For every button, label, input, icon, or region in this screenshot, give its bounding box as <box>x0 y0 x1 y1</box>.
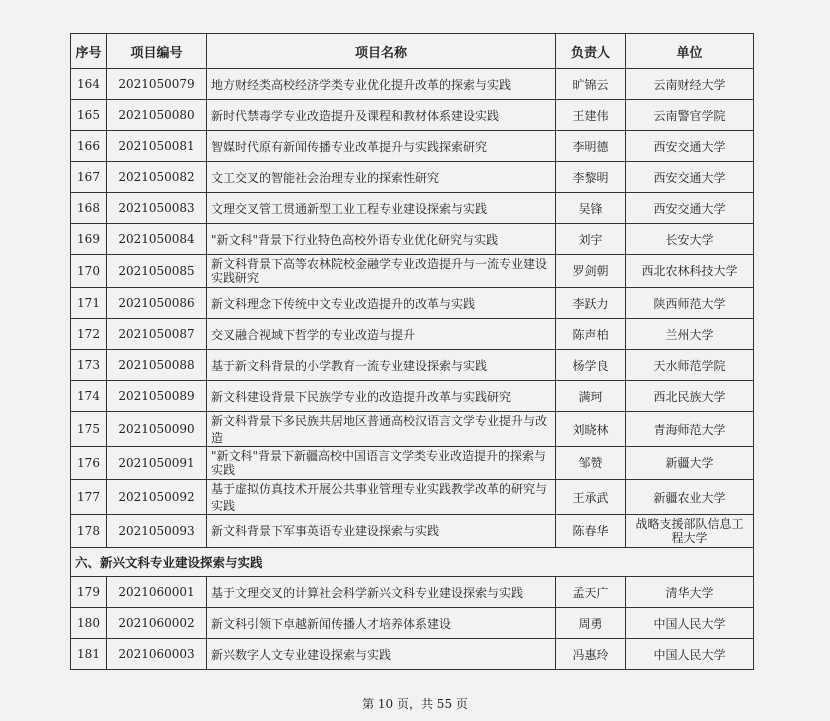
cell-project-name: 地方财经类高校经济学类专业优化提升改革的探索与实践 <box>207 69 556 100</box>
cell-project-code: 2021060002 <box>107 608 207 639</box>
cell-leader: 陈声柏 <box>556 319 626 350</box>
page-footer: 第 10 页，共 55 页 <box>362 697 468 711</box>
cell-unit: 云南警官学院 <box>626 100 754 131</box>
cell-index: 177 <box>71 480 107 515</box>
cell-project-name: 基于新文科背景的小学教育一流专业建设探索与实践 <box>207 350 556 381</box>
section-row <box>71 548 754 577</box>
cell-leader: 吴锋 <box>556 193 626 224</box>
section-title: 六、新兴文科专业建设探索与实践 <box>71 548 754 577</box>
cell-leader: 刘晓林 <box>556 412 626 447</box>
table-header-row <box>71 34 754 69</box>
header-project-name: 项目名称 <box>207 34 556 69</box>
cell-unit: 天水师范学院 <box>626 350 754 381</box>
cell-project-code: 2021050082 <box>107 162 207 193</box>
project-table <box>70 33 754 670</box>
cell-index: 181 <box>71 639 107 670</box>
table-row <box>71 515 754 548</box>
cell-project-code: 2021050088 <box>107 350 207 381</box>
cell-project-code: 2021050083 <box>107 193 207 224</box>
cell-project-code: 2021050092 <box>107 480 207 515</box>
cell-leader: 满珂 <box>556 381 626 412</box>
cell-index: 175 <box>71 412 107 447</box>
cell-index: 173 <box>71 350 107 381</box>
table-row <box>71 577 754 608</box>
header-project-code: 项目编号 <box>107 34 207 69</box>
table-row <box>71 69 754 100</box>
table-section <box>71 548 754 577</box>
cell-unit: 西北农林科技大学 <box>626 255 754 288</box>
cell-unit: 西安交通大学 <box>626 131 754 162</box>
cell-project-name: 新文科背景下军事英语专业建设探索与实践 <box>207 515 556 548</box>
table-row <box>71 412 754 447</box>
header-leader: 负责人 <box>556 34 626 69</box>
cell-leader: 李明德 <box>556 131 626 162</box>
cell-project-name: 新时代禁毒学专业改造提升及课程和教材体系建设实践 <box>207 100 556 131</box>
cell-project-code: 2021060001 <box>107 577 207 608</box>
cell-project-name: 新文科背景下高等农林院校金融学专业改造提升与一流专业建设实践研究 <box>207 255 556 288</box>
cell-index: 164 <box>71 69 107 100</box>
cell-index: 172 <box>71 319 107 350</box>
cell-index: 179 <box>71 577 107 608</box>
header-index: 序号 <box>71 34 107 69</box>
table-row <box>71 381 754 412</box>
cell-project-name: 新兴数字人文专业建设探索与实践 <box>207 639 556 670</box>
table-row <box>71 447 754 480</box>
cell-project-code: 2021050079 <box>107 69 207 100</box>
cell-unit: 青海师范大学 <box>626 412 754 447</box>
cell-leader: 孟天广 <box>556 577 626 608</box>
cell-unit: 战略支援部队信息工程大学 <box>626 515 754 548</box>
cell-leader: 陈春华 <box>556 515 626 548</box>
table-body-a <box>71 69 754 548</box>
cell-project-code: 2021050087 <box>107 319 207 350</box>
cell-index: 170 <box>71 255 107 288</box>
cell-unit: 清华大学 <box>626 577 754 608</box>
cell-leader: 王承武 <box>556 480 626 515</box>
cell-index: 178 <box>71 515 107 548</box>
cell-project-code: 2021050090 <box>107 412 207 447</box>
cell-unit: 中国人民大学 <box>626 639 754 670</box>
cell-project-name: 文理交叉管工贯通新型工业工程专业建设探索与实践 <box>207 193 556 224</box>
cell-project-name: 新文科背景下多民族共居地区普通高校汉语言文学专业提升与改造 <box>207 412 556 447</box>
cell-unit: 新疆农业大学 <box>626 480 754 515</box>
cell-project-code: 2021050093 <box>107 515 207 548</box>
cell-project-name: 基于文理交叉的计算社会科学新兴文科专业建设探索与实践 <box>207 577 556 608</box>
cell-index: 166 <box>71 131 107 162</box>
cell-project-code: 2021050091 <box>107 447 207 480</box>
cell-index: 180 <box>71 608 107 639</box>
cell-unit: 西安交通大学 <box>626 162 754 193</box>
cell-unit: 新疆大学 <box>626 447 754 480</box>
cell-project-name: "新文科"背景下行业特色高校外语专业优化研究与实践 <box>207 224 556 255</box>
table-row <box>71 131 754 162</box>
table-row <box>71 224 754 255</box>
cell-leader: 罗剑朝 <box>556 255 626 288</box>
table-row <box>71 162 754 193</box>
table-body-b <box>71 577 754 670</box>
cell-leader: 王建伟 <box>556 100 626 131</box>
cell-unit: 中国人民大学 <box>626 608 754 639</box>
cell-project-code: 2021060003 <box>107 639 207 670</box>
table-row <box>71 255 754 288</box>
table-row <box>71 319 754 350</box>
cell-project-name: 基于虚拟仿真技术开展公共事业管理专业实践教学改革的研究与实践 <box>207 480 556 515</box>
cell-project-code: 2021050085 <box>107 255 207 288</box>
cell-unit: 西安交通大学 <box>626 193 754 224</box>
cell-leader: 刘宇 <box>556 224 626 255</box>
cell-leader: 李黎明 <box>556 162 626 193</box>
cell-leader: 邹赞 <box>556 447 626 480</box>
cell-project-code: 2021050089 <box>107 381 207 412</box>
cell-leader: 李跃力 <box>556 288 626 319</box>
table-row <box>71 480 754 515</box>
cell-unit: 兰州大学 <box>626 319 754 350</box>
header-unit: 单位 <box>626 34 754 69</box>
cell-leader: 周勇 <box>556 608 626 639</box>
table-row <box>71 639 754 670</box>
cell-index: 168 <box>71 193 107 224</box>
cell-leader: 杨学良 <box>556 350 626 381</box>
table-row <box>71 350 754 381</box>
cell-index: 165 <box>71 100 107 131</box>
cell-index: 169 <box>71 224 107 255</box>
cell-index: 176 <box>71 447 107 480</box>
cell-project-name: 交叉融合视域下哲学的专业改造与提升 <box>207 319 556 350</box>
table-row <box>71 608 754 639</box>
table-row <box>71 193 754 224</box>
cell-index: 167 <box>71 162 107 193</box>
cell-project-code: 2021050080 <box>107 100 207 131</box>
table-row <box>71 288 754 319</box>
cell-index: 171 <box>71 288 107 319</box>
cell-project-code: 2021050086 <box>107 288 207 319</box>
cell-project-name: 文工交叉的智能社会治理专业的探索性研究 <box>207 162 556 193</box>
cell-unit: 云南财经大学 <box>626 69 754 100</box>
cell-leader: 冯惠玲 <box>556 639 626 670</box>
cell-project-name: "新文科"背景下新疆高校中国语言文学类专业改造提升的探索与实践 <box>207 447 556 480</box>
cell-project-code: 2021050081 <box>107 131 207 162</box>
cell-project-name: 新文科引领下卓越新闻传播人才培养体系建设 <box>207 608 556 639</box>
cell-project-code: 2021050084 <box>107 224 207 255</box>
cell-unit: 西北民族大学 <box>626 381 754 412</box>
cell-project-name: 新文科理念下传统中文专业改造提升的改革与实践 <box>207 288 556 319</box>
cell-leader: 旷锦云 <box>556 69 626 100</box>
table-row <box>71 100 754 131</box>
cell-project-name: 智媒时代原有新闻传播专业改革提升与实践探索研究 <box>207 131 556 162</box>
cell-unit: 长安大学 <box>626 224 754 255</box>
cell-project-name: 新文科建设背景下民族学专业的改造提升改革与实践研究 <box>207 381 556 412</box>
cell-unit: 陕西师范大学 <box>626 288 754 319</box>
cell-index: 174 <box>71 381 107 412</box>
